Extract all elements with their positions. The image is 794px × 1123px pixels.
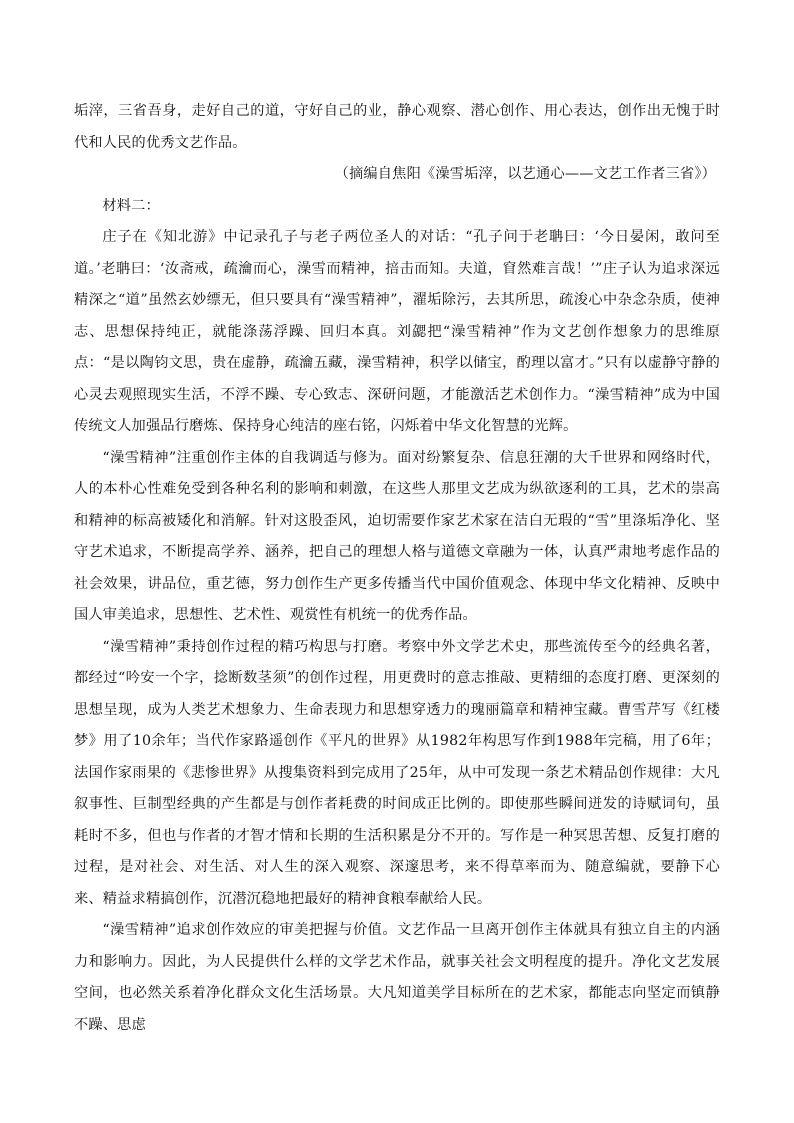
source-citation: （摘编自焦阳《澡雪垢滓，以艺通心——文艺工作者三省》）: [334, 166, 716, 182]
document-body: [74, 96, 720, 1041]
paragraph-aesthetic-value: “澡雪精神”追求创作效应的审美把握与价值。文艺作品一旦离开创作主体就具有独立自主的内涵力和影响力。因此，为人民提供什么样的文学艺术作品，就事关社会文明程度的提升。净化文艺发展空间，也必然关系着净化群众文化生活场景。大凡知道美学目标所在的艺术家，都能志向坚定而镇静不躁、思虑: [74, 922, 720, 1033]
paragraph-zhuangzi: 庄子在《知北游》中记录孔子与老子两位圣人的对话：“孔子问于老聃曰：‘今日晏闲，敢问至道。’老聃曰：‘汝斋戒，疏瀹而心，澡雪而精神，掊击而知。夫道，窅然难言哉！’”庄子认为追求深远精深之“道”虽然玄妙缥无，但只要具有“澡雪精神”，濯垢除污，去其所思，疏浚心中杂念杂质，使神志、思想保持纯正，就能涤荡浮躁、回归本真。刘勰把“澡雪精神”作为文艺创作想象力的思维原点：“是以陶钧文思，贵在虚静，疏瀹五藏，澡雪精神，积学以储宝，酌理以富才。”只有以虚静守静的心灵去观照现实生活，不浮不躁、专心致志、深研问题，才能激活艺术创作力。“澡雪精神”成为中国传统文人加强品行磨炼、保持身心纯洁的座右铭，闪烁着中华文化智慧的光辉。: [74, 229, 720, 434]
paragraph-creative-process: “澡雪精神”秉持创作过程的精巧构思与打磨。考察中外文学艺术史，那些流传至今的经典名著，都经过“吟安一个字，捻断数茎须”的创作过程，用更费时的意志推敲、更精细的态度打磨、更深刻的思想呈现，成为人类艺术想象力、生命表现力和思想穿透力的瑰丽篇章和精神宝藏。曹雪芹写《红楼梦》用了10余年；当代作家路遥创作《平凡的世界》从1982年构思写作到1988年完稿，用了6年；法国作家雨果的《悲惨世界》从搜集资料到完成用了25年，从中可发现一条艺术精品创作规律：大凡叙事性、巨制型经典的产生都是与创作者耗费的时间成正比例的。即使那些瞬间迸发的诗赋词句，虽耗时不多，但也与作者的才智才情和长期的生活积累是分不开的。写作是一种冥思苦想、反复打磨的过程，是对社会、对生活、对人生的深入观察、深邃思考，来不得草率而为、随意编就，要静下心来、精益求精搞创作，沉潜沉稳地把最好的精神食粮奉献给人民。: [74, 638, 720, 907]
section-heading-material-2: 材料二：: [102, 197, 160, 214]
paragraph-continuation: 垢滓，三省吾身，走好自己的道，守好自己的业，静心观察、潜心创作、用心表达，创作出无愧于时代和人民的优秀文艺作品。: [74, 103, 720, 151]
paragraph-self-cultivation: “澡雪精神”注重创作主体的自我调适与修为。面对纷繁复杂、信息狂潮的大千世界和网络时代，人的本朴心性难免受到各种名利的影响和刺激，在这些人那里文艺成为纵欲逐利的工具，艺术的崇高和精神的标高被矮化和消解。针对这股歪风，迫切需要作家艺术家在洁白无瑕的“雪”里涤垢净化、坚守艺术追求，不断提高学养、涵养，把自己的理想人格与道德文章融为一体，认真严肃地考虑作品的社会效果，讲品位，重艺德，努力创作生产更多传播当代中国价值观念、体现中华文化精神、反映中国人审美追求，思想性、艺术性、观赏性有机统一的优秀作品。: [74, 449, 720, 623]
